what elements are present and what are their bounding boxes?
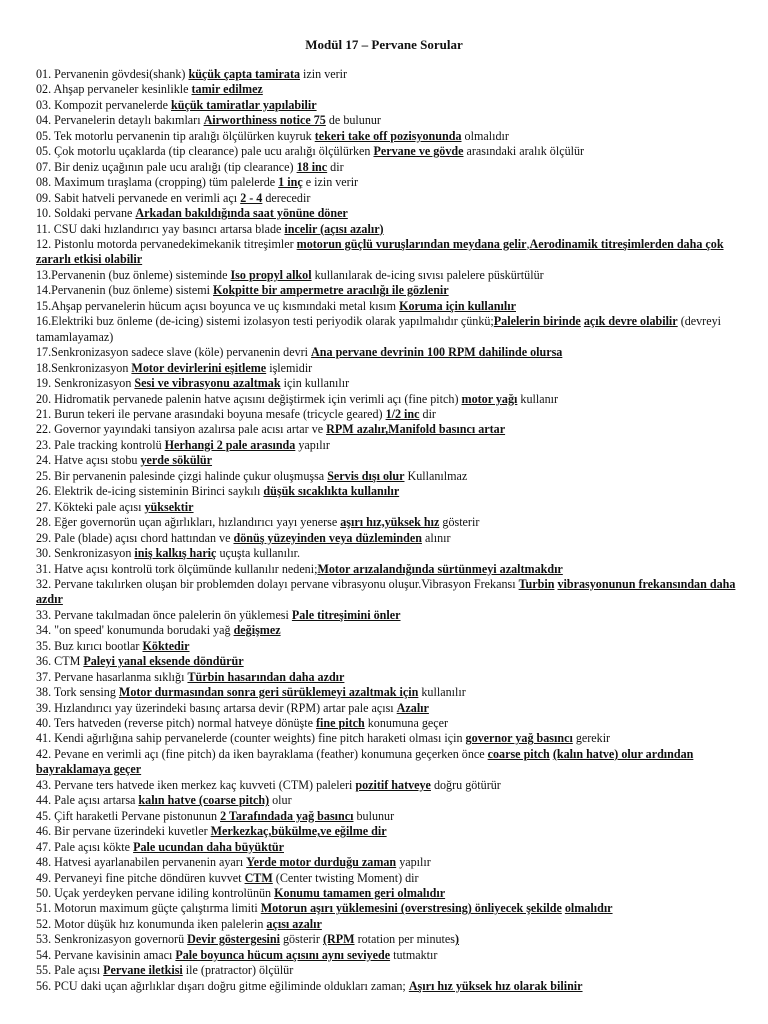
list-item: 01. Pervanenin gövdesi(shank) küçük çapta tamirata izin verir bbox=[36, 67, 348, 81]
list-item: 49. Pervaneyi fine pitche döndüren kuvvet CTM (Center twisting Moment) dir bbox=[36, 870, 419, 885]
answer-text: Devir göstergesini bbox=[187, 932, 280, 947]
answer-text: Paleyi yanal eksende döndürür bbox=[83, 654, 244, 669]
list-item: 31. Hatve açısı kontrolü tork ölçümünde kullanılır nedeni;Motor arızalandığında sürtünmeyi azaltmakdır bbox=[36, 561, 563, 576]
list-item: 24. Hatve açısı stobu yerde sökülür bbox=[36, 453, 213, 468]
list-item: 44. Pale açısı artarsa kalın hatve (coarse pitch) olur bbox=[36, 793, 292, 808]
answer-text: 18 inc bbox=[296, 159, 328, 174]
list-item: 55. Pale açısı Pervane iletkisi ile (pratractor) ölçülür bbox=[36, 963, 294, 978]
answer-text: Pervane ve gövde bbox=[373, 144, 464, 159]
answer-text: (RPM bbox=[322, 932, 355, 947]
answer-text: Türbin hasarından daha azdır bbox=[187, 669, 345, 684]
list-item: 22. Governor yayındaki tansiyon azalırsa pale acısı artar ve RPM azalır,Manifold basıncı artar bbox=[36, 422, 506, 437]
answer-text: Motor durmasından sonra geri sürüklemeyi azaltmak için bbox=[118, 685, 419, 700]
answer-text: Konumu tamamen geri olmalıdır bbox=[274, 886, 446, 901]
list-item: 23. Pale tracking kontrolü Herhangi 2 pale arasında yapılır bbox=[36, 437, 330, 452]
answer-text: motor yağı bbox=[461, 391, 518, 406]
list-item: 02. Ahşap pervaneler kesinlikle tamir edilmez bbox=[36, 82, 263, 97]
answer-text: Azalır bbox=[396, 700, 429, 715]
answer-text: yüksektir bbox=[144, 499, 194, 514]
list-item: 35. Buz kırıcı bootlar Köktedir bbox=[36, 638, 190, 653]
answer-text: RPM azalır,Manifold basıncı artar bbox=[326, 422, 506, 437]
list-item: 26. Elektrik de-icing sisteminin Birinci saykılı düşük sıcaklıkta kullanılır bbox=[36, 484, 400, 499]
list-item: 08. Maximum tıraşlama (cropping) tüm palelerde 1 inç e izin verir bbox=[36, 175, 359, 190]
list-item: 03. Kompozit pervanelerde küçük tamiratlar yapılabilir bbox=[36, 97, 317, 112]
answer-text: Kokpitte bir ampermetre aracılığı ile gözlenir bbox=[213, 283, 449, 298]
list-item: 27. Kökteki pale açısı yüksektir bbox=[36, 499, 194, 514]
answer-text: pozitif hatveye bbox=[355, 777, 431, 792]
list-item: 07. Bir deniz uçağının pale ucu aralığı (tip clearance) 18 inc dir bbox=[36, 159, 344, 174]
answer-text: yerde sökülür bbox=[140, 453, 213, 468]
answer-text: dönüş yüzeyinden veya düzleminden bbox=[233, 530, 422, 545]
answer-text: iniş kalkış hariç bbox=[134, 546, 217, 561]
list-item: 46. Bir pervane üzerindeki kuvetler Merkezkaç,bükülme,ve eğilme dir bbox=[36, 824, 387, 839]
answer-text: Motorun aşırı yüklemesini (overstresing) önliyecek şekilde bbox=[260, 901, 562, 916]
answer-text: Iso propyl alkol bbox=[230, 267, 312, 282]
answer-text: Aşırı hız yüksek hız olarak bilinir bbox=[408, 978, 583, 993]
list-item: 19. Senkronizasyon Sesi ve vibrasyonu azaltmak için kullanılır bbox=[36, 376, 350, 391]
list-item: 28. Eğer governorün uçan ağırlıkları, hızlandırıcı yayı yenerse aşırı hız,yüksek hız gösterir bbox=[36, 515, 480, 530]
list-item: 32. Pervane takılırken oluşan bir problemden dolayı pervane vibrasyonu oluşur.Vibrasyon Frekansı Turbin vibrasyonunun frekansından daha azdır bbox=[36, 576, 736, 607]
list-item: 25. Bir pervanenin palesinde çizgi halinde çukur oluşmuşsa Servis dışı olur Kullanılmaz bbox=[36, 468, 468, 483]
answer-text: CTM bbox=[244, 870, 273, 885]
list-item: 34. "on speed' konumunda borudaki yağ değişmez bbox=[36, 623, 281, 638]
answer-text: Servis dışı olur bbox=[327, 468, 405, 483]
answer-text: vibrasyonunun frekansından daha azdır bbox=[36, 576, 736, 607]
list-item: 52. Motor düşük hız konumunda iken palelerin açısı azalır bbox=[36, 916, 322, 931]
answer-text: 2 - 4 bbox=[240, 190, 263, 205]
answer-text: düşük sıcaklıkta kullanılır bbox=[263, 484, 400, 499]
answer-text: governor yağ basıncı bbox=[465, 731, 573, 746]
list-item: 05. Çok motorlu uçaklarda (tip clearance) pale ucu aralığı ölçülürken Pervane ve gövde arasındaki aralık ölçülür bbox=[36, 144, 585, 159]
list-item: 29. Pale (blade) açısı chord hattından ve dönüş yüzeyinden veya düzleminden alınır bbox=[36, 530, 451, 545]
answer-text: incelir (açısı azalır) bbox=[284, 221, 384, 236]
answer-text: Motor arızalandığında sürtünmeyi azaltmakdır bbox=[317, 561, 563, 576]
answer-text: Pale boyunca hücum açısını aynı seviyede bbox=[175, 947, 391, 962]
answer-text: Ana pervane devrinin 100 RPM dahilinde olursa bbox=[311, 345, 563, 360]
answer-text: fine pitch bbox=[316, 716, 365, 731]
answer-text: Pale ucundan daha büyüktür bbox=[133, 839, 284, 854]
answer-text: (kalın hatve) olur ardından bayraklamaya geçer bbox=[36, 746, 694, 777]
answer-text: 1 inç bbox=[278, 175, 303, 190]
list-item: 42. Pevane en verimli açı (fine pitch) da iken bayraklama (feather) konumuna geçerken önce coarse pitch (kalın hatve) olur ardından bayraklamaya geçer bbox=[36, 746, 694, 777]
answer-text: coarse pitch bbox=[487, 746, 550, 761]
answer-text: kalın hatve (coarse pitch) bbox=[138, 793, 270, 808]
list-item: 39. Hızlandırıcı yay üzerindeki basınç artarsa devir (RPM) artar pale açısı Azalır bbox=[36, 700, 429, 715]
list-item: 41. Kendi ağırlığına sahip pervanelerde (counter weights) fine pitch haraketi olması için governor yağ basıncı gerekir bbox=[36, 731, 611, 746]
list-item: 53. Senkronizasyon governorü Devir göstergesini gösterir (RPM rotation per minutes) bbox=[36, 932, 460, 947]
answer-text: açık devre olabilir bbox=[583, 314, 678, 329]
list-item: 47. Pale açısı kökte Pale ucundan daha büyüktür bbox=[36, 839, 284, 854]
list-item: 14.Pervanenin (buz önleme) sistemi Kokpitte bir ampermetre aracılığı ile gözlenir bbox=[36, 283, 449, 298]
answer-text: aşırı hız,yüksek hız bbox=[340, 515, 440, 530]
answer-text: Sesi ve vibrasyonu azaltmak bbox=[134, 376, 281, 391]
answer-text: 1/2 inc bbox=[385, 406, 420, 421]
list-item: 56. PCU daki uçan ağırlıklar dışarı doğru gitme eğiliminde oldukları zaman; Aşırı hız yüksek hız olarak bilinir bbox=[36, 978, 583, 993]
list-item: 13.Pervanenin (buz önleme) sisteminde Iso propyl alkol kullanılarak de-icing sıvısı palelere püskürtülür bbox=[36, 267, 544, 282]
list-item: 18.Senkronizasyon Motor devirlerini eşitleme işlemidir bbox=[36, 360, 313, 375]
answer-text: Yerde motor durduğu zaman bbox=[246, 855, 397, 870]
answer-text: Motor devirlerini eşitleme bbox=[131, 360, 267, 375]
answer-text: değişmez bbox=[233, 623, 281, 638]
list-item: 12. Pistonlu motorda pervanedekimekanik titreşimler motorun güçlü vuruşlarından meydana gelir,Aerodinamik titreşimlerden daha çok zararlı etkisi olabilir bbox=[36, 236, 724, 267]
list-item: 20. Hidromatik pervanede palenin hatve açısını değiştirmek için verimli açı (fine pitch) motor yağı kullanır bbox=[36, 391, 559, 406]
answer-text: Herhangi 2 pale arasında bbox=[164, 437, 296, 452]
answer-text: motorun güçlü vuruşlarından meydana gelir bbox=[296, 236, 527, 251]
list-item: 38. Tork sensing Motor durmasından sonra geri sürüklemeyi azaltmak için kullanılır bbox=[36, 685, 466, 700]
list-item: 30. Senkronizasyon iniş kalkış hariç uçuşta kullanılır. bbox=[36, 546, 301, 561]
answer-text: olmalıdır bbox=[564, 901, 613, 916]
answer-text: tamir edilmez bbox=[191, 82, 263, 97]
list-item: 05. Tek motorlu pervanenin tip aralığı ölçülürken kuyruk tekeri take off pozisyonunda olmalıdır bbox=[36, 128, 509, 143]
list-item: 16.Elektriki buz önleme (de-icing) sistemi izolasyon testi periyodik olarak yapılmalıdır çünkü;Palelerin birinde açık devre olabilir (devreyi tamamlayamaz) bbox=[36, 314, 721, 344]
answer-text: Aerodinamik titreşimlerden daha çok zararlı etkisi olabilir bbox=[36, 236, 724, 267]
list-item: 21. Burun tekeri ile pervane arasındaki boyuna mesafe (tricycle geared) 1/2 inc dir bbox=[36, 406, 436, 421]
answer-text: Merkezkaç,bükülme,ve eğilme dir bbox=[210, 824, 387, 839]
list-item: 10. Soldaki pervane Arkadan bakıldığında saat yönüne döner bbox=[36, 206, 348, 221]
page-title: Modül 17 – Pervane Sorular bbox=[305, 37, 463, 52]
list-item: 04. Pervanelerin detaylı bakımları Airworthiness notice 75 de bulunur bbox=[36, 113, 381, 128]
question-list bbox=[36, 67, 751, 994]
answer-text: Airworthiness notice 75 bbox=[203, 113, 326, 128]
list-item: 50. Uçak yerdeyken pervane idiling kontrolünün Konumu tamamen geri olmalıdır bbox=[36, 886, 446, 901]
answer-text: ) bbox=[454, 932, 460, 947]
answer-text: tekeri take off pozisyonunda bbox=[314, 128, 462, 143]
list-item: 33. Pervane takılmadan önce palelerin ön yüklemesi Pale titreşimini önler bbox=[36, 607, 401, 622]
list-item: 43. Pervane ters hatvede iken merkez kaç kuvveti (CTM) paleleri pozitif hatveye doğru götürür bbox=[36, 777, 501, 792]
answer-text: Turbin bbox=[518, 576, 555, 591]
answer-text: Palelerin birinde bbox=[493, 314, 581, 329]
answer-text: Köktedir bbox=[142, 638, 190, 653]
answer-text: küçük çapta tamirata bbox=[188, 67, 301, 81]
answer-text: Pervane iletkisi bbox=[103, 963, 183, 978]
answer-text: Pale titreşimini önler bbox=[291, 607, 401, 622]
list-item: 15.Ahşap pervanelerin hücum açısı boyunca ve uç kısmındaki metal kısım Koruma için kullanılır bbox=[36, 298, 516, 313]
list-item: 51. Motorun maximum güçte çalıştırma limiti Motorun aşırı yüklemesini (overstresing) önliyecek şekilde olmalıdır bbox=[36, 901, 613, 916]
answer-text: 2 Tarafındada yağ basıncı bbox=[220, 808, 354, 823]
list-item: 54. Pervane kavisinin amacı Pale boyunca hücum açısını aynı seviyede tutmaktır bbox=[36, 947, 438, 962]
list-item: 37. Pervane hasarlanma sıklığı Türbin hasarından daha azdır bbox=[36, 669, 345, 684]
answer-text: açısı azalır bbox=[266, 916, 322, 931]
list-item: 17.Senkronizasyon sadece slave (köle) pervanenin devri Ana pervane devrinin 100 RPM dahilinde olursa bbox=[36, 345, 563, 360]
list-item: 36. CTM Paleyi yanal eksende döndürür bbox=[36, 654, 244, 669]
answer-text: Arkadan bakıldığında saat yönüne döner bbox=[135, 206, 348, 221]
list-item: 40. Ters hatveden (reverse pitch) normal hatveye dönüşte fine pitch konumuna geçer bbox=[36, 716, 449, 731]
list-item: 09. Sabit hatveli pervanede en verimli açı 2 - 4 derecedir bbox=[36, 190, 311, 205]
list-item: 45. Çift haraketli Pervane pistonunun 2 Tarafındada yağ basıncı bulunur bbox=[36, 808, 395, 823]
answer-text: Koruma için kullanılır bbox=[399, 298, 516, 313]
list-item: 48. Hatvesi ayarlanabilen pervanenin ayarı Yerde motor durduğu zaman yapılır bbox=[36, 855, 431, 870]
answer-text: küçük tamiratlar yapılabilir bbox=[171, 97, 317, 112]
list-item: 11. CSU daki hızlandırıcı yay basıncı artarsa blade incelir (açısı azalır) bbox=[36, 221, 384, 236]
